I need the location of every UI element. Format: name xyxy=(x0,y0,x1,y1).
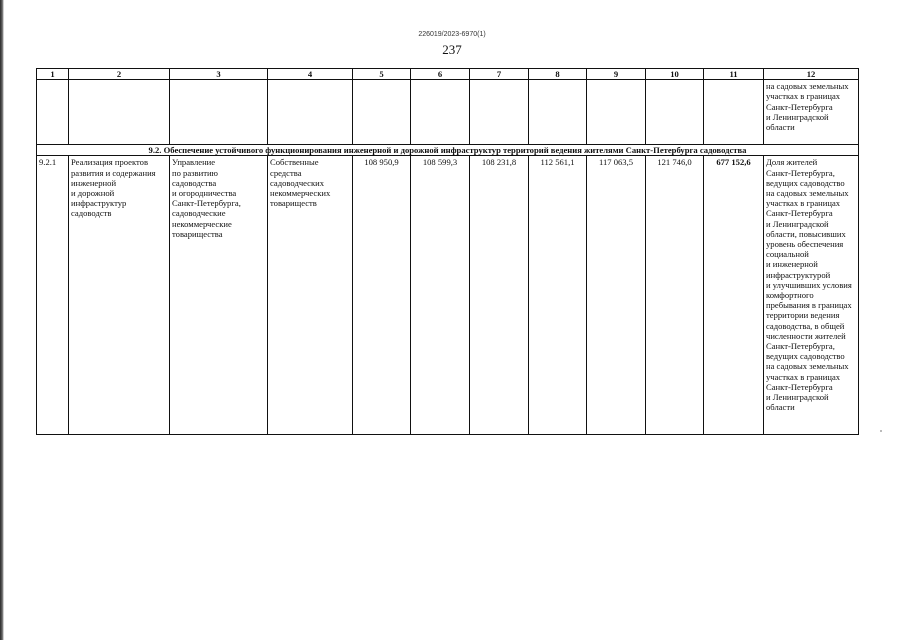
table-cell xyxy=(268,80,353,145)
table-cell xyxy=(353,80,411,145)
column-number: 4 xyxy=(268,69,353,80)
column-number: 7 xyxy=(470,69,529,80)
program-table xyxy=(36,68,859,435)
column-number: 9 xyxy=(587,69,646,80)
section-row xyxy=(37,145,859,156)
activity-name: Реализация проектов развития и содержания инженерной и дорожной инфраструктур садоводств xyxy=(69,156,170,435)
column-number: 10 xyxy=(646,69,704,80)
table-row xyxy=(37,156,859,435)
column-number: 6 xyxy=(411,69,470,80)
value-col-6: 108 599,3 xyxy=(411,156,470,435)
row-code: 9.2.1 xyxy=(37,156,69,435)
column-number: 2 xyxy=(69,69,170,80)
scan-edge xyxy=(0,0,4,640)
continuation-row xyxy=(37,80,859,145)
table-cell xyxy=(704,80,764,145)
column-number: 8 xyxy=(529,69,587,80)
value-col-5: 108 950,9 xyxy=(353,156,411,435)
column-number: 12 xyxy=(764,69,859,80)
column-number-row xyxy=(37,69,859,80)
value-total: 677 152,6 xyxy=(704,156,764,435)
table-cell xyxy=(37,80,69,145)
column-number: 1 xyxy=(37,69,69,80)
page-number: 237 xyxy=(442,42,462,57)
table-cell xyxy=(470,80,529,145)
scan-speck xyxy=(880,430,882,432)
indicator-continuation: на садовых земельных участках в границах Санкт-Петербурга и Ленинградской области xyxy=(764,80,859,145)
executor: Управление по развитию садоводства и огородничества Санкт-Петербурга, садоводческие некоммерческие товарищества xyxy=(170,156,268,435)
column-number: 3 xyxy=(170,69,268,80)
table-cell xyxy=(170,80,268,145)
table-cell xyxy=(411,80,470,145)
value-col-8: 112 561,1 xyxy=(529,156,587,435)
table-cell xyxy=(587,80,646,145)
column-number: 5 xyxy=(353,69,411,80)
document-id: 226019/2023-6970(1) xyxy=(418,31,486,38)
table-cell xyxy=(646,80,704,145)
funding-source: Собственные средства садоводческих некоммерческих товариществ xyxy=(268,156,353,435)
value-col-9: 117 063,5 xyxy=(587,156,646,435)
column-number: 11 xyxy=(704,69,764,80)
table-cell xyxy=(529,80,587,145)
indicator-text: Доля жителей Санкт-Петербурга, ведущих садоводство на садовых земельных участках в границах Санкт-Петербурга и Ленинградской области, повысивших уровень обеспечения социальной и инженерной инфраструктурой и улучшивших условия комфортного пребывания в границах территории ведения садоводства, в общей численности жителей Санкт-Петербурга, ведущих садоводство на садовых земельных участках в границах Санкт-Петербурга и Ленинградской области xyxy=(764,156,859,435)
value-col-10: 121 746,0 xyxy=(646,156,704,435)
table-cell xyxy=(69,80,170,145)
value-col-7: 108 231,8 xyxy=(470,156,529,435)
section-header: 9.2. Обеспечение устойчивого функционирования инженерной и дорожной инфраструктур территорий ведения жителями Санкт-Петербурга садоводства xyxy=(37,145,859,156)
